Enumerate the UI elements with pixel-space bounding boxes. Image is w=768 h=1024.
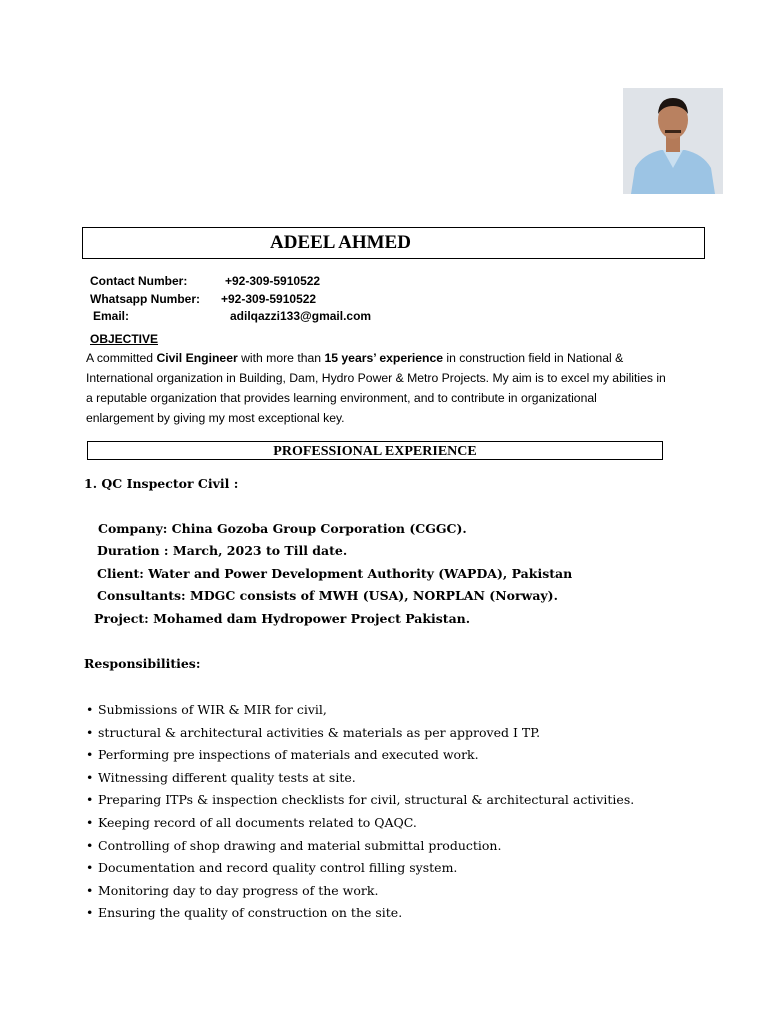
responsibilities-heading: Responsibilities:	[84, 656, 201, 671]
job-company: Company: China Gozoba Group Corporation (CGGC).	[98, 521, 467, 536]
job-client: Client: Water and Power Development Authority (WAPDA), Pakistan	[97, 566, 573, 581]
bullet-icon: •	[86, 860, 94, 876]
job-project: Project: Mohamed dam Hydropower Project Pakistan.	[94, 611, 471, 626]
list-item-text: Keeping record of all documents related to QAQC.	[98, 814, 417, 830]
list-item-text: Submissions of WIR & MIR for civil,	[98, 702, 327, 717]
whatsapp-number-value: +92-309-5910522	[221, 292, 317, 306]
list-item	[86, 744, 634, 767]
bullet-icon: •	[86, 814, 94, 830]
list-item	[86, 835, 634, 858]
email-label: Email:	[93, 309, 130, 323]
list-item-text: structural & architectural activities & materials as per approved I TP.	[98, 724, 541, 740]
objective-bold-role: Civil Engineer	[156, 351, 238, 365]
objective-paragraph	[86, 348, 666, 428]
list-item	[86, 789, 634, 812]
bullet-icon: •	[86, 724, 94, 740]
job-title: 1. QC Inspector Civil :	[84, 476, 239, 491]
profile-photo	[623, 88, 723, 194]
contact-number-value: +92-309-5910522	[225, 274, 321, 288]
job-consultants: Consultants: MDGC consists of MWH (USA), NORPLAN (Norway).	[97, 588, 558, 603]
contact-number-label: Contact Number:	[90, 274, 188, 288]
list-item	[86, 767, 634, 790]
list-item-text: Witnessing different quality tests at site.	[98, 769, 356, 785]
list-item-text: Ensuring the quality of construction on the site.	[98, 905, 403, 921]
email-value: adilqazzi133@gmail.com	[230, 309, 372, 323]
whatsapp-number-label: Whatsapp Number:	[90, 292, 201, 306]
name-header-box	[82, 227, 705, 259]
section-header-box	[87, 441, 663, 460]
objective-text-2: with more than	[237, 351, 325, 365]
objective-bold-experience: 15 years’ experience	[324, 351, 444, 365]
section-title: PROFESSIONAL EXPERIENCE	[273, 444, 477, 459]
bullet-icon: •	[86, 837, 94, 853]
bullet-icon: •	[86, 747, 94, 763]
job-duration: Duration : March, 2023 to Till date.	[97, 543, 348, 558]
list-item-text: Monitoring day to day progress of the work.	[98, 882, 379, 898]
list-item	[86, 699, 634, 722]
list-item-text: Preparing ITPs & inspection checklists for civil, structural & architectural activities.	[98, 792, 635, 808]
bullet-icon: •	[86, 905, 94, 921]
responsibilities-list	[86, 699, 634, 925]
list-item	[86, 880, 634, 903]
candidate-name: ADEEL AHMED	[270, 232, 411, 253]
list-item	[86, 722, 634, 745]
objective-text-1: A committed	[86, 351, 157, 365]
portrait-image	[623, 88, 723, 194]
objective-text-3: in construction field in National & International organization in Building, Dam, Hydro Power & Metro Projects. My aim is to excel my abilities in a reputable organization that provides learning environment, and to contribute in organizational enlargement by giving my most exceptional key.	[86, 351, 666, 425]
bullet-icon: •	[86, 882, 94, 898]
objective-heading: OBJECTIVE	[90, 332, 159, 346]
list-item-text: Performing pre inspections of materials and executed work.	[98, 747, 479, 763]
list-item	[86, 812, 634, 835]
bullet-icon: •	[86, 702, 94, 717]
bullet-icon: •	[86, 792, 94, 808]
list-item	[86, 857, 634, 880]
bullet-icon: •	[86, 769, 94, 785]
list-item-text: Controlling of shop drawing and material submittal production.	[98, 837, 502, 853]
list-item-text: Documentation and record quality control filling system.	[98, 860, 458, 876]
list-item	[86, 902, 634, 925]
